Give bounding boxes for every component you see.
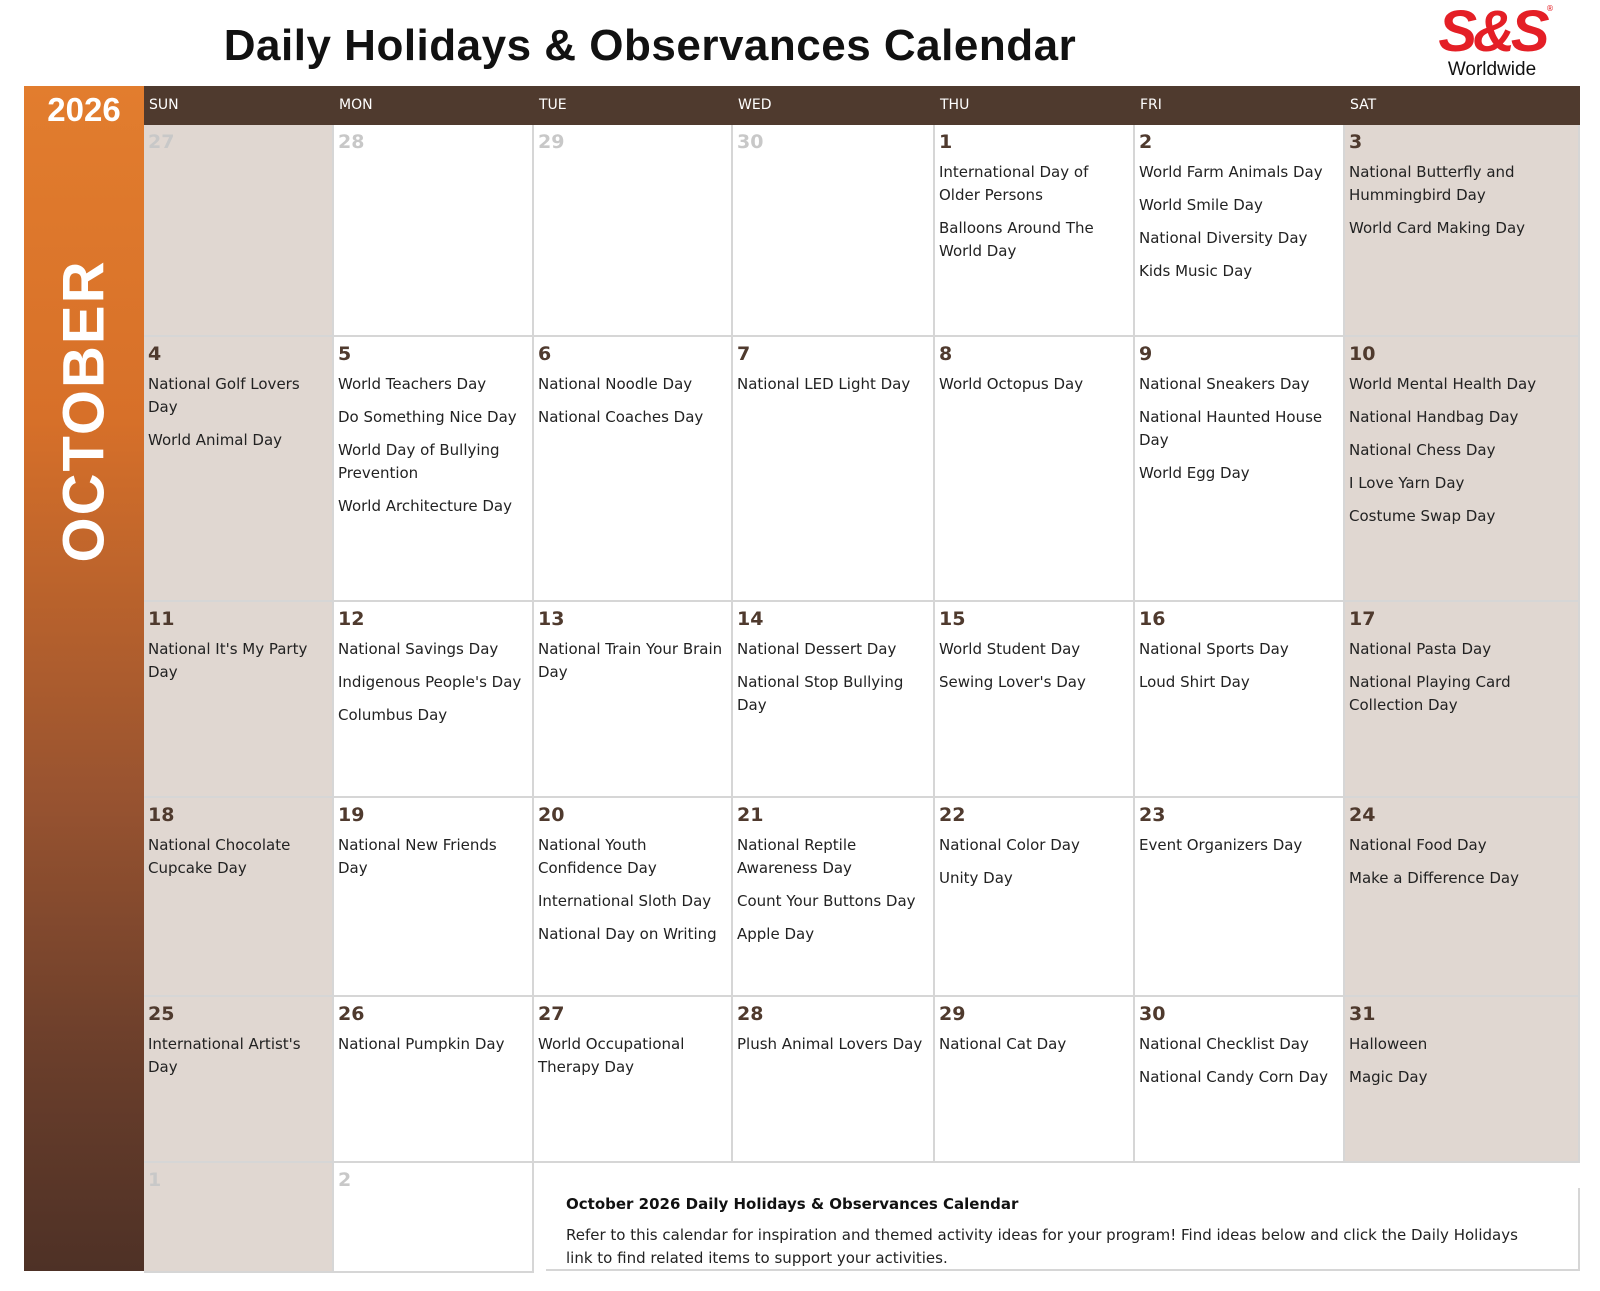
dow-sun: SUN (149, 97, 179, 113)
info-title: October 2026 Daily Holidays & Observances Calendar (566, 1195, 1019, 1213)
event-item: National Noodle Day (538, 375, 693, 393)
calendar-cell (733, 798, 935, 997)
event-item: Costume Swap Day (1349, 507, 1496, 525)
calendar-cell (534, 798, 733, 997)
calendar-cell (733, 125, 935, 337)
day-number: 18 (148, 804, 175, 826)
calendar-cell (935, 602, 1135, 798)
event-item: World Day of Bullying Prevention (338, 441, 500, 482)
day-number: 31 (1349, 1003, 1376, 1025)
day-number: 9 (1139, 343, 1153, 365)
calendar-cell (144, 798, 334, 997)
event-item: National Haunted House Day (1139, 408, 1323, 449)
calendar-cell (733, 337, 935, 602)
calendar-cell (534, 125, 733, 337)
dow-thu: THU (940, 97, 970, 113)
day-number: 30 (737, 131, 764, 153)
event-item: National Food Day (1349, 836, 1487, 854)
event-item: Sewing Lover's Day (939, 673, 1086, 691)
day-number: 5 (338, 343, 352, 365)
dow-fri: FRI (1140, 97, 1162, 113)
calendar-cell (144, 997, 334, 1163)
day-number: 8 (939, 343, 953, 365)
event-item: National Color Day (939, 836, 1080, 854)
event-item: National Coaches Day (538, 408, 704, 426)
event-item: Count Your Buttons Day (737, 892, 916, 910)
event-item: National Candy Corn Day (1139, 1068, 1329, 1086)
calendar-cell (334, 602, 534, 798)
day-number: 28 (737, 1003, 764, 1025)
event-item: World Smile Day (1139, 196, 1263, 214)
dow-sat: SAT (1350, 97, 1377, 113)
dow-wed: WED (738, 97, 772, 113)
calendar-cell (1345, 997, 1580, 1163)
calendar-cell (144, 1163, 334, 1273)
event-item: National Butterfly and Hummingbird Day (1349, 163, 1515, 204)
day-number: 24 (1349, 804, 1376, 826)
event-item: National Playing Card Collection Day (1349, 673, 1511, 714)
page-title: Daily Holidays & Observances Calendar (223, 21, 1077, 70)
day-number: 11 (148, 608, 175, 630)
year-label: 2026 (47, 91, 121, 128)
calendar-cell (1345, 337, 1580, 602)
event-item: Make a Difference Day (1349, 869, 1519, 887)
event-item: National Handbag Day (1349, 408, 1519, 426)
event-item: Apple Day (737, 925, 815, 943)
logo-mark: S&S (1438, 0, 1546, 64)
day-number: 19 (338, 804, 365, 826)
day-number: 2 (1139, 131, 1153, 153)
day-number: 15 (939, 608, 966, 630)
calendar-cell (1135, 602, 1345, 798)
event-item: National Train Your Brain Day (538, 640, 723, 681)
day-number: 1 (148, 1169, 162, 1191)
event-item: National New Friends Day (338, 836, 497, 877)
calendar-cell (935, 337, 1135, 602)
calendar-cell (144, 602, 334, 798)
event-item: National Reptile Awareness Day (737, 836, 857, 877)
event-item: Magic Day (1349, 1068, 1428, 1086)
event-item: World Farm Animals Day (1139, 163, 1323, 181)
day-number: 6 (538, 343, 552, 365)
calendar-cell (1135, 798, 1345, 997)
event-item: Unity Day (939, 869, 1013, 887)
event-item: Halloween (1349, 1035, 1428, 1053)
calendar-cell (1135, 337, 1345, 602)
event-item: Loud Shirt Day (1139, 673, 1250, 691)
event-item: Event Organizers Day (1139, 836, 1303, 854)
event-item: I Love Yarn Day (1349, 474, 1465, 492)
event-item: Do Something Nice Day (338, 408, 517, 426)
event-item: National Day on Writing (538, 925, 717, 943)
calendar-cell (334, 125, 534, 337)
event-item: International Artist's Day (148, 1035, 301, 1076)
calendar-cell (334, 798, 534, 997)
info-body[interactable]: Refer to this calendar for inspiration and themed activity ideas for your program! Find ideas below and click the Daily Holidays link to find related items to support your activities. (566, 1226, 1518, 1267)
calendar-cell (733, 602, 935, 798)
calendar-cell (935, 798, 1135, 997)
calendar-cell (935, 125, 1135, 337)
day-number: 4 (148, 343, 162, 365)
event-item: National Sneakers Day (1139, 375, 1310, 393)
event-item: Plush Animal Lovers Day (737, 1035, 923, 1053)
event-item: National Youth Confidence Day (538, 836, 657, 877)
day-number: 2 (338, 1169, 352, 1191)
calendar-cell (534, 997, 733, 1163)
event-item: World Occupational Therapy Day (538, 1035, 685, 1076)
day-number: 29 (939, 1003, 966, 1025)
event-item: Kids Music Day (1139, 262, 1253, 280)
calendar-cell (534, 337, 733, 602)
month-label: OCTOBER (51, 259, 117, 563)
day-number: 28 (338, 131, 365, 153)
day-number: 27 (148, 131, 175, 153)
calendar-cell (1135, 125, 1345, 337)
event-item: World Octopus Day (939, 375, 1084, 393)
calendar-cell (733, 997, 935, 1163)
event-item: World Mental Health Day (1349, 375, 1537, 393)
event-item: National Chocolate Cupcake Day (148, 836, 291, 877)
event-item: World Card Making Day (1349, 219, 1526, 237)
calendar-cell (1345, 602, 1580, 798)
calendar-cell (334, 1163, 534, 1273)
day-number: 7 (737, 343, 751, 365)
event-item: Indigenous People's Day (338, 673, 522, 691)
brand-logo[interactable] (1428, 2, 1556, 84)
calendar-cell (1135, 997, 1345, 1163)
event-item: Columbus Day (338, 706, 448, 724)
day-number: 30 (1139, 1003, 1166, 1025)
day-number: 3 (1349, 131, 1363, 153)
calendar-cell (144, 125, 334, 337)
day-number: 1 (939, 131, 953, 153)
event-item: World Architecture Day (338, 497, 512, 515)
day-number: 27 (538, 1003, 565, 1025)
logo-registered-mark: ® (1546, 4, 1554, 13)
event-item: National Checklist Day (1139, 1035, 1309, 1053)
day-number: 17 (1349, 608, 1376, 630)
day-number: 16 (1139, 608, 1166, 630)
dow-mon: MON (339, 97, 373, 113)
calendar-cell (144, 337, 334, 602)
logo-subtitle: Worldwide (1447, 59, 1537, 80)
event-item: National Pumpkin Day (338, 1035, 505, 1053)
day-number: 25 (148, 1003, 175, 1025)
event-item: National Chess Day (1349, 441, 1496, 459)
dow-tue: TUE (539, 97, 567, 113)
event-item: International Day of Older Persons (939, 163, 1089, 204)
event-item: National Dessert Day (737, 640, 897, 658)
day-number: 14 (737, 608, 764, 630)
event-item: National Diversity Day (1139, 229, 1308, 247)
calendar-cell (534, 602, 733, 798)
event-item: Balloons Around The World Day (939, 219, 1094, 260)
event-item: National Savings Day (338, 640, 499, 658)
calendar-cell (334, 997, 534, 1163)
day-number: 21 (737, 804, 764, 826)
calendar-cell (1345, 798, 1580, 997)
day-number: 29 (538, 131, 565, 153)
event-item: National It's My Party Day (148, 640, 308, 681)
day-number: 26 (338, 1003, 365, 1025)
day-of-week-header (144, 86, 1580, 125)
event-item: National LED Light Day (737, 375, 911, 393)
calendar-cell (334, 337, 534, 602)
calendar-cell (1345, 125, 1580, 337)
event-item: National Pasta Day (1349, 640, 1492, 658)
day-number: 13 (538, 608, 565, 630)
calendar-cell (935, 997, 1135, 1163)
day-number: 23 (1139, 804, 1166, 826)
event-item: National Cat Day (939, 1035, 1067, 1053)
event-item: National Stop Bullying Day (737, 673, 904, 714)
day-number: 22 (939, 804, 966, 826)
day-number: 12 (338, 608, 365, 630)
day-number: 20 (538, 804, 565, 826)
event-item: National Golf Lovers Day (148, 375, 300, 416)
event-item: International Sloth Day (538, 892, 712, 910)
info-box (546, 1188, 1580, 1271)
event-item: National Sports Day (1139, 640, 1289, 658)
event-item: World Animal Day (148, 431, 283, 449)
event-item: World Student Day (939, 640, 1081, 658)
day-number: 10 (1349, 343, 1376, 365)
event-item: World Teachers Day (338, 375, 487, 393)
event-item: World Egg Day (1139, 464, 1250, 482)
month-sidebar (24, 86, 144, 1271)
